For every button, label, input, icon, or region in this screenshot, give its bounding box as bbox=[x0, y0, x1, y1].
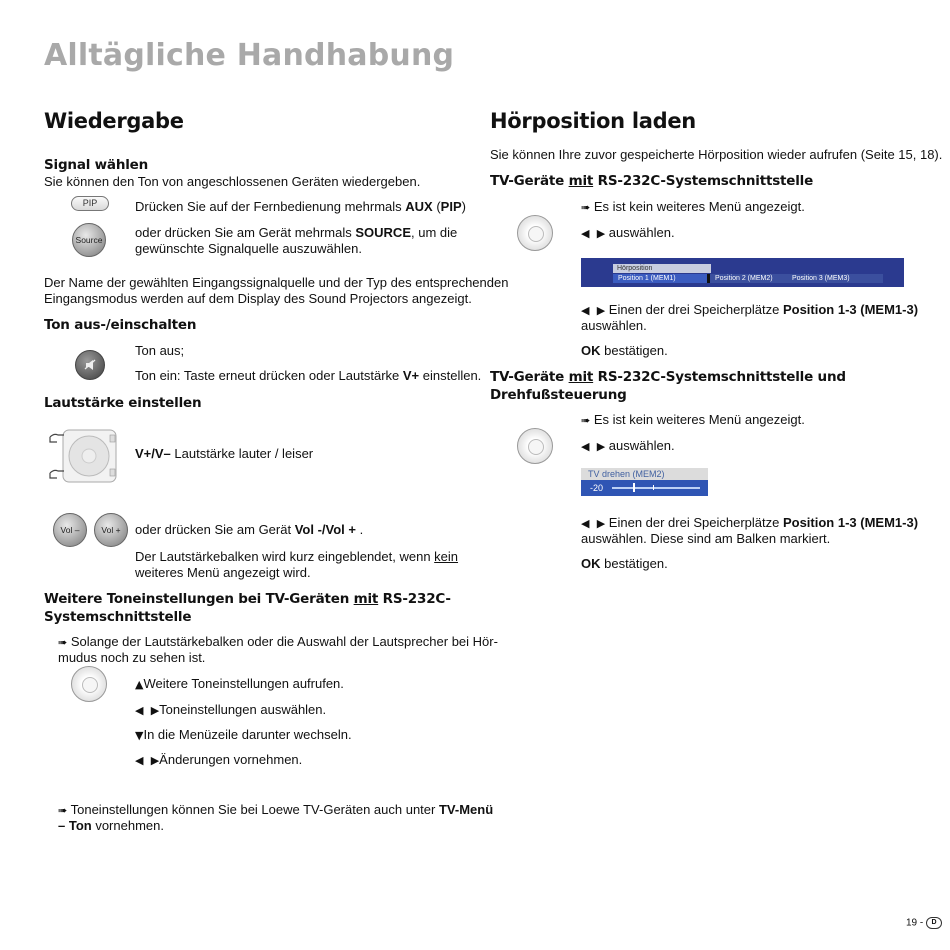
page-footer bbox=[906, 917, 942, 930]
subheading-volume: Lautstärke einstellen bbox=[44, 395, 202, 411]
dpad-icon bbox=[517, 428, 553, 464]
dreh-ok: OK bestätigen. bbox=[581, 556, 668, 571]
tv-drehen-value: -20 bbox=[590, 483, 604, 493]
language-badge: D bbox=[926, 917, 942, 929]
dreh-note: ➠ Es ist kein weiteres Menü angezeigt. bbox=[581, 412, 805, 427]
tv-drehen-slider-tick bbox=[653, 485, 654, 490]
mute-button-icon bbox=[75, 350, 105, 380]
volume-line-1: V+/V– Lautstärke lauter / leiser bbox=[135, 446, 314, 461]
left-arrow-icon: ◀ bbox=[581, 304, 590, 317]
right-arrow-icon: ▶ bbox=[596, 440, 606, 453]
dreh-choose-1: ◀ ▶ Einen der drei Speicherplätze Position 1-3 (MEM1-3) bbox=[581, 515, 919, 530]
section-heading-wiedergabe: Wiedergabe bbox=[44, 109, 184, 133]
more-note-1: ➠ Solange der Lautstärkebalken oder die Auswahl der Lautsprecher bei Hör- bbox=[58, 634, 498, 649]
rs232-choose-1: ◀ ▶ Einen der drei Speicherplätze Position 1-3 (MEM1-3) bbox=[581, 302, 919, 317]
tv-drehen-slider-marker bbox=[633, 483, 635, 492]
vol-plus-button-icon: Vol + bbox=[94, 513, 128, 547]
left-arrow-icon: ◀ bbox=[135, 754, 144, 767]
mute-line-1: Ton aus; bbox=[135, 343, 185, 358]
left-arrow-icon: ◀ bbox=[581, 227, 590, 240]
mute-line-2: Ton ein: Taste erneut drücken oder Lautstärke V+ einstellen. bbox=[135, 368, 482, 383]
subheading-mute: Ton aus-/einschalten bbox=[44, 317, 197, 333]
remote-control-icon bbox=[48, 427, 118, 485]
menu-label: Hörposition bbox=[613, 264, 711, 273]
tv-drehen-menu-screenshot bbox=[581, 468, 708, 496]
dpad-icon bbox=[517, 215, 553, 251]
more-step-3: ▼In die Menüzeile darunter wechseln. bbox=[135, 727, 352, 742]
vol-minus-button-icon: Vol – bbox=[53, 513, 87, 547]
right-arrow-icon: ▶ bbox=[596, 227, 606, 240]
volume-line-3: Der Lautstärkebalken wird kurz eingeblendet, wenn kein bbox=[135, 549, 459, 564]
rs232-note: ➠ Es ist kein weiteres Menü angezeigt. bbox=[581, 199, 805, 214]
page-title: Alltägliche Handhabung bbox=[44, 38, 455, 73]
down-arrow-icon: ▼ bbox=[135, 729, 144, 742]
right-arrow-icon: ▶ bbox=[150, 704, 160, 717]
pip-button-icon: PIP bbox=[71, 196, 109, 211]
hoerposition-menu-screenshot bbox=[581, 258, 904, 287]
subheading-more-settings-2: Systemschnittstelle bbox=[44, 609, 192, 625]
left-arrow-icon: ◀ bbox=[135, 704, 144, 717]
signal-para-2: Eingangsmodus werden auf dem Display des Sound Projectors angezeigt. bbox=[44, 291, 472, 306]
note-arrow-icon: ➠ bbox=[58, 636, 68, 649]
signal-line-1: Drücken Sie auf der Fernbedienung mehrmals AUX (PIP) bbox=[135, 199, 466, 214]
hoerposition-intro: Sie können Ihre zuvor gespeicherte Hörposition wieder aufrufen (Seite 15, 18). bbox=[490, 147, 943, 162]
note-arrow-icon: ➠ bbox=[581, 414, 591, 427]
rs232-choose-2: auswählen. bbox=[581, 318, 647, 333]
tv-drehen-slider-track bbox=[612, 487, 700, 489]
subheading-rs232-dreh-2: Drehfußsteuerung bbox=[490, 387, 627, 403]
left-arrow-icon: ◀ bbox=[581, 517, 590, 530]
subheading-more-settings: Weitere Toneinstellungen bei TV-Geräten mit RS-232C- bbox=[44, 591, 451, 607]
right-arrow-icon: ▶ bbox=[596, 304, 606, 317]
more-step-4: ◀ ▶Änderungen vornehmen. bbox=[135, 752, 303, 767]
menu-position-3: Position 3 (MEM3) bbox=[787, 274, 883, 283]
rs232-select: ◀ ▶ auswählen. bbox=[581, 225, 675, 240]
note-arrow-icon: ➠ bbox=[58, 804, 68, 817]
dreh-choose-2: auswählen. Diese sind am Balken markiert. bbox=[581, 531, 831, 546]
right-arrow-icon: ▶ bbox=[596, 517, 606, 530]
signal-para-1: Der Name der gewählten Eingangssignalquelle und der Typ des entsprechenden bbox=[44, 275, 509, 290]
more-step-1: ▲Weitere Toneinstellungen aufrufen. bbox=[135, 676, 344, 691]
signal-line-3: gewünschte Signalquelle auszuwählen. bbox=[135, 241, 362, 256]
volume-line-2: oder drücken Sie am Gerät Vol -/Vol + . bbox=[135, 522, 364, 537]
more-tip-2: – Ton vornehmen. bbox=[58, 818, 164, 833]
signal-intro: Sie können den Ton von angeschlossenen Geräten wiedergeben. bbox=[44, 174, 421, 189]
subheading-rs232: TV-Geräte mit RS-232C-Systemschnittstelle bbox=[490, 173, 814, 189]
speaker-muted-icon bbox=[76, 351, 104, 379]
signal-line-2: oder drücken Sie am Gerät mehrmals SOURCE, um die bbox=[135, 225, 458, 240]
subheading-rs232-dreh: TV-Geräte mit RS-232C-Systemschnittstelle und bbox=[490, 369, 846, 385]
page-number: 19 - bbox=[906, 917, 924, 929]
left-arrow-icon: ◀ bbox=[581, 440, 590, 453]
more-note-2: mudus noch zu sehen ist. bbox=[58, 650, 206, 665]
right-arrow-icon: ▶ bbox=[150, 754, 160, 767]
more-step-2: ◀ ▶Toneinstellungen auswählen. bbox=[135, 702, 327, 717]
menu-position-1: Position 1 (MEM1) bbox=[613, 274, 707, 283]
source-button-icon: Source bbox=[72, 223, 106, 257]
menu-position-2: Position 2 (MEM2) bbox=[710, 274, 788, 283]
note-arrow-icon: ➠ bbox=[581, 201, 591, 214]
dreh-select: ◀ ▶ auswählen. bbox=[581, 438, 675, 453]
volume-line-4: weiteres Menü angezeigt wird. bbox=[135, 565, 311, 580]
section-heading-hoerposition: Hörposition laden bbox=[490, 109, 696, 133]
up-arrow-icon: ▲ bbox=[135, 678, 144, 691]
tv-drehen-label: TV drehen (MEM2) bbox=[581, 468, 708, 480]
subheading-signal: Signal wählen bbox=[44, 157, 149, 173]
rs232-ok: OK bestätigen. bbox=[581, 343, 668, 358]
dpad-icon bbox=[71, 666, 107, 702]
more-tip-1: ➠ Toneinstellungen können Sie bei Loewe TV-Geräten auch unter TV-Menü bbox=[58, 802, 494, 817]
